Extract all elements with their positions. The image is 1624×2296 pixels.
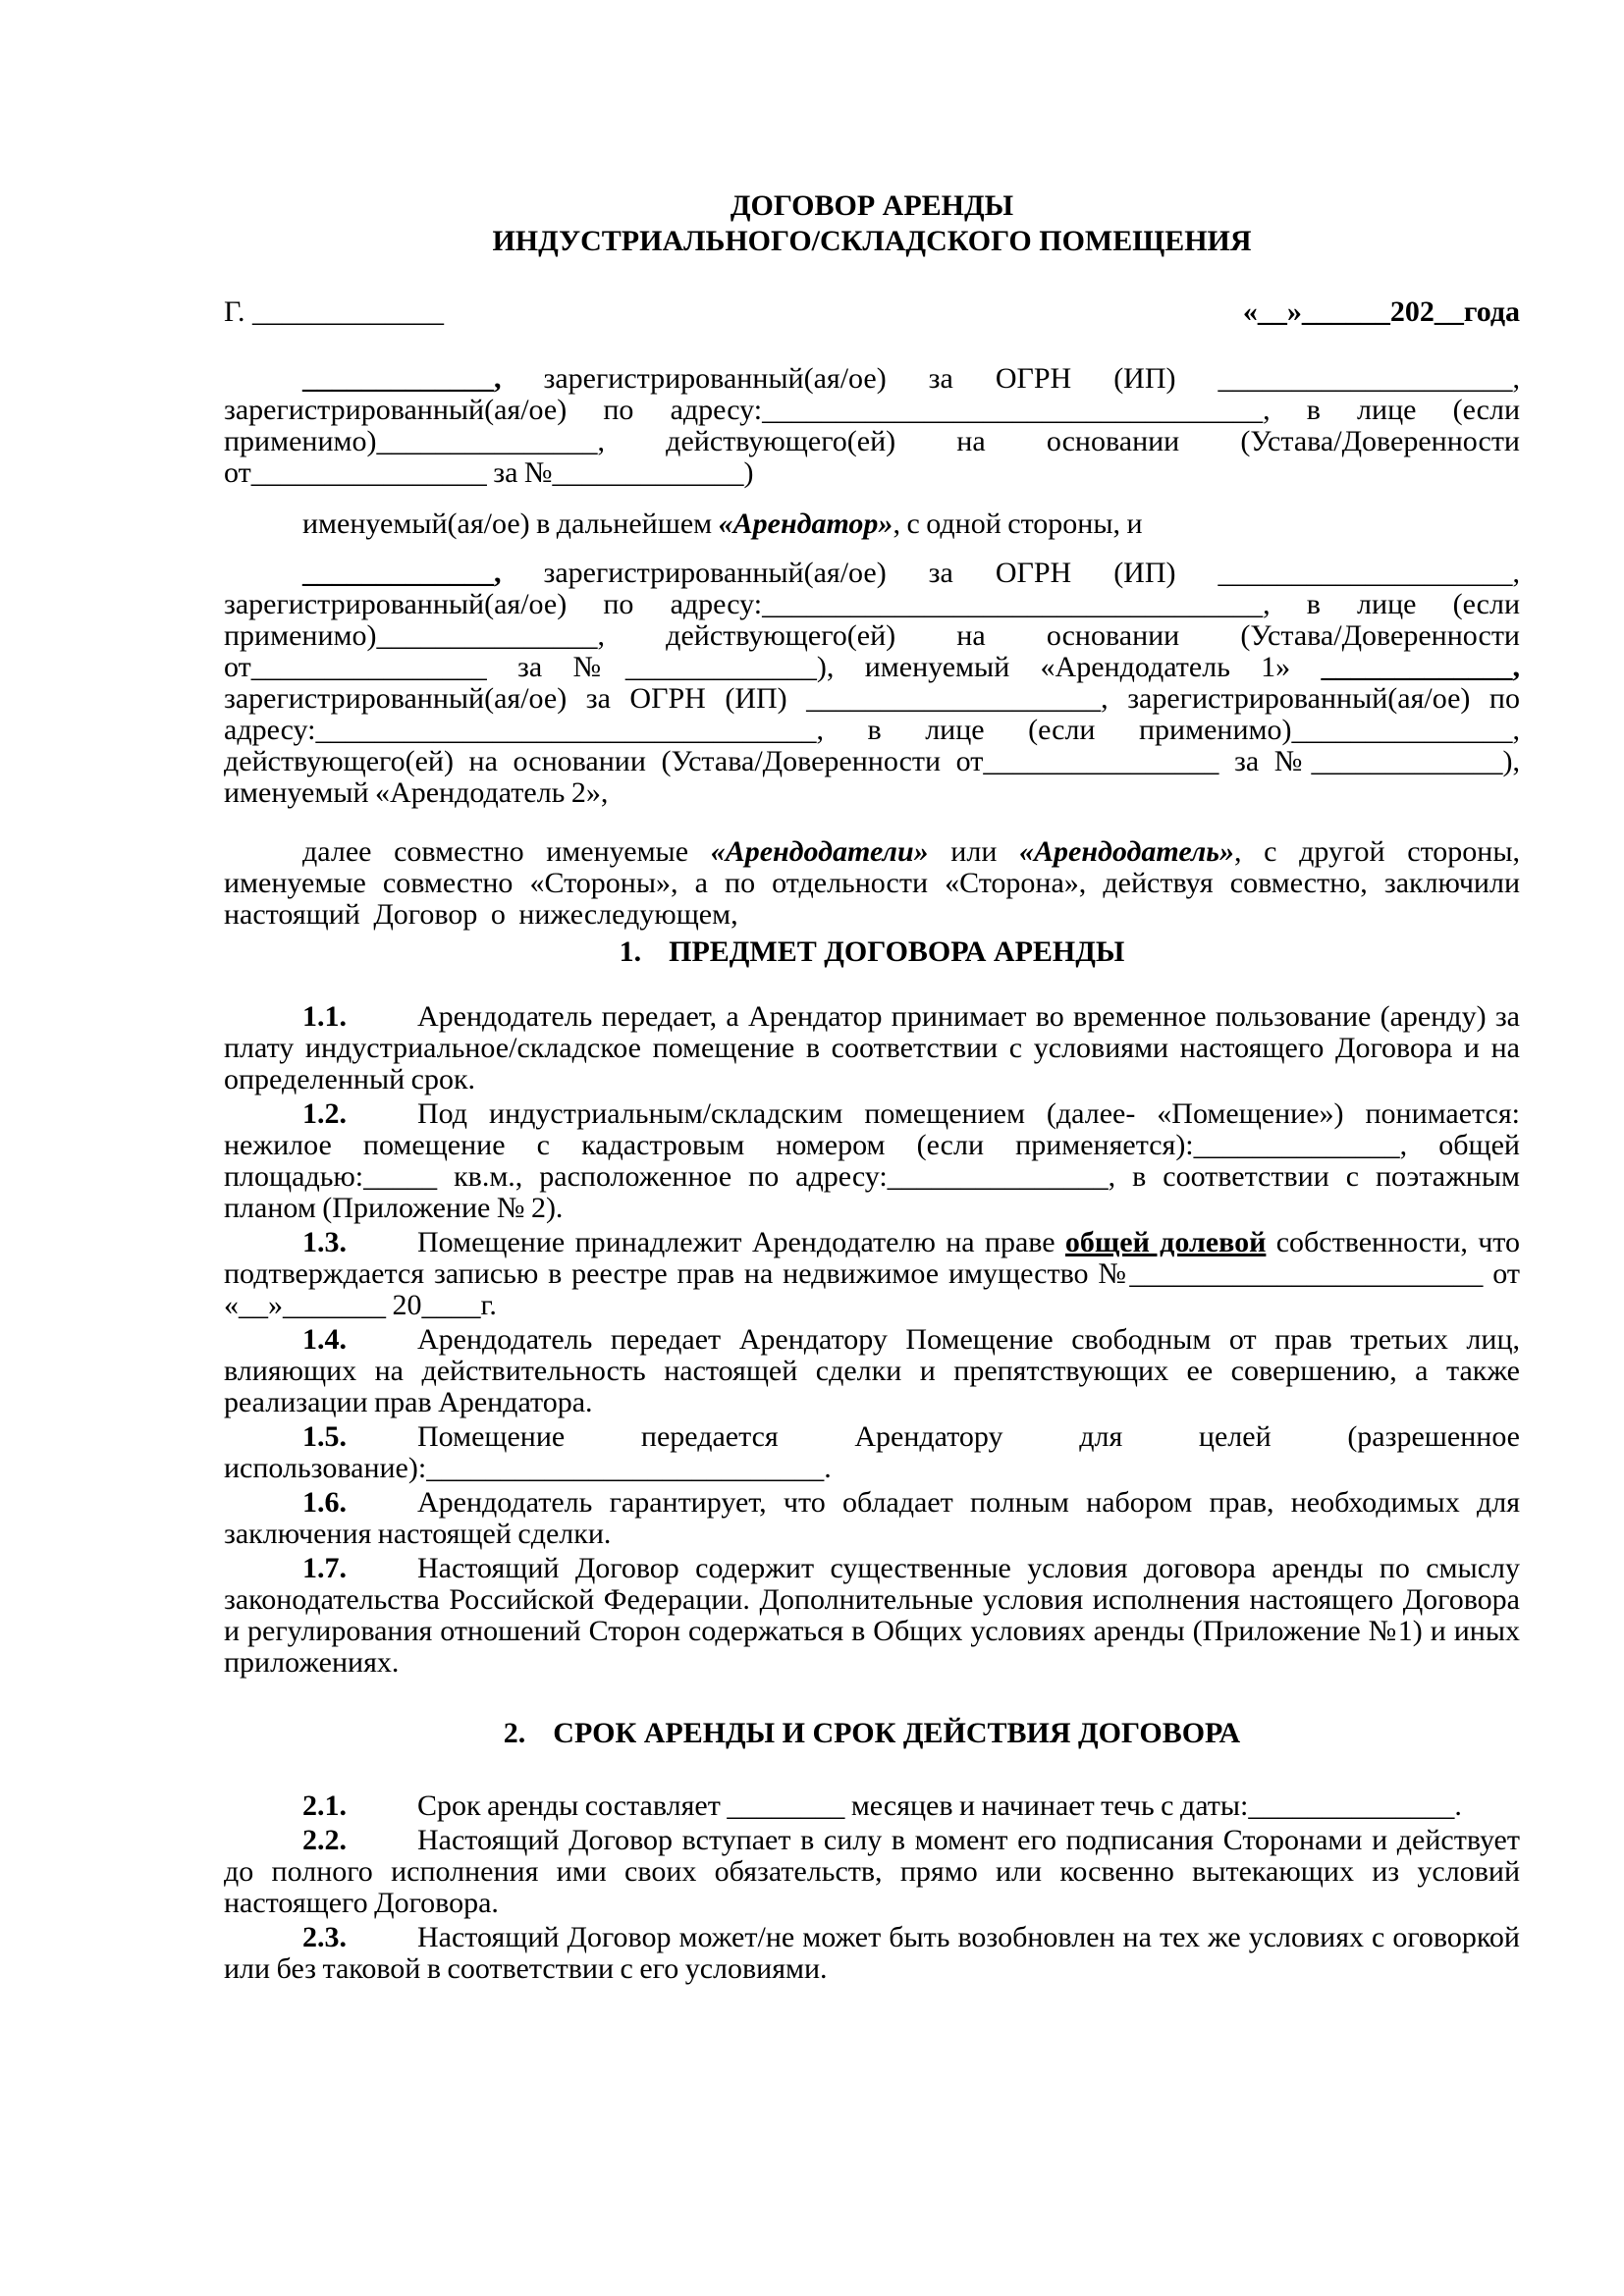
city-label: Г. [224,295,245,328]
clause-1-1-number: 1.1. [302,1000,347,1033]
clause-2-1-text: Срок аренды составляет ________ месяцев и начинает течь с даты:______________. [417,1789,1462,1822]
clause-2-1-number: 2.1. [302,1789,347,1822]
place-date-line [224,296,1520,328]
tenant-details: зарегистрированный(ая/ое) за ОГРН (ИП) ____________________, зарегистрированный(ая/ое) по адресу:__________________________________, в лице (если применимо)_______________, действующего(ей) на основании (Устава/Доверенности от________________ за №_____________) [224,362,1520,489]
section-2-title: СРОК АРЕНДЫ И СРОК ДЕЙСТВИЯ ДОГОВОРА [553,1717,1241,1749]
clause-1-1-text: Арендодатель передает, а Арендатор принимает во временное пользование (аренду) за плату индустриальное/складское помещение в соответствии с условиями настоящего Договора и на определенный срок. [224,1000,1520,1095]
landlord1-details: зарегистрированный(ая/ое) за ОГРН (ИП) ____________________, зарегистрированный(ая/ое) по адресу:__________________________________, в лице (если применимо)_______________, действующего(ей) на основании (Устава/Доверенности от________________ за №_____________), именуемый «Арендодатель 1» [224,557,1520,683]
landlords-paragraph [224,558,1520,809]
clause-1-7-number: 1.7. [302,1552,347,1584]
landlords-term: «Арендодатели» [710,835,929,868]
joint-text-3: , с другой стороны, именуемые совместно «Стороны», а по отдельности «Сторона», действуя совместно, заключили настоящий Договор о нижеследующем, [224,835,1520,931]
clause-1-6 [224,1487,1520,1550]
clause-1-6-number: 1.6. [302,1486,347,1519]
tenant-paragraph [224,363,1520,489]
title-line-1: ДОГОВОР АРЕНДЫ [730,189,1014,222]
clause-2-2-text: Настоящий Договор вступает в силу в момент его подписания Сторонами и действует до полного исполнения ими своих обязательств, прямо или косвенно вытекающих из условий настоящего Договора. [224,1824,1520,1919]
clause-2-3-text: Настоящий Договор может/не может быть возобновлен на тех же условиях с оговоркой или без таковой в соответствии с его условиями. [224,1921,1520,1985]
clause-1-3-text-start: Помещение принадлежит Арендодателю на праве [417,1226,1065,1258]
title-line-2: ИНДУСТРИАЛЬНОГО/СКЛАДСКОГО ПОМЕЩЕНИЯ [492,225,1252,257]
clause-1-3-number: 1.3. [302,1226,347,1258]
clause-1-7-text: Настоящий Договор содержит существенные условия договора аренды по смыслу законодательства Российской Федерации. Дополнительные условия исполнения настоящего Договора и регулирования отношений Сторон содержаться в Общих условиях аренды (Приложение №1) и иных приложениях. [224,1552,1520,1679]
section-2-heading [224,1718,1520,1749]
landlord1-name-blank: _____________, [302,557,502,589]
landlord-term: «Арендодатель» [1019,835,1234,868]
clause-1-3 [224,1227,1520,1321]
city-field [224,296,444,328]
clause-1-5-number: 1.5. [302,1420,347,1453]
clause-1-6-text: Арендодатель гарантирует, что обладает полным набором прав, необходимых для заключения настоящей сделки. [224,1486,1520,1550]
clause-1-4-number: 1.4. [302,1323,347,1356]
ownership-type-emphasis: общей долевой [1064,1226,1267,1258]
joint-text-2: или [928,835,1020,868]
date-field: «__»______202__года [1242,295,1520,328]
clause-1-7 [224,1553,1520,1679]
document-title [224,188,1520,259]
section-1-heading [224,936,1520,968]
clause-1-2-number: 1.2. [302,1097,347,1130]
tenant-naming-before: именуемый(ая/ое) в дальнейшем [302,507,719,540]
landlord2-details: зарегистрированный(ая/ое) за ОГРН (ИП) ____________________, зарегистрированный(ая/ое) по адресу:__________________________________, в лице (если применимо)_______________, действующего(ей) на основании (Устава/Доверенности от________________ за №_____________), именуемый «Арендодатель 2», [224,682,1520,809]
clause-1-3-text-end: собственности, что подтверждается записью в реестре прав на недвижимое имущество №________________________ от «__»_______ 20____г. [224,1226,1521,1321]
city-blank: _____________ [251,295,444,328]
section-1-title: ПРЕДМЕТ ДОГОВОРА АРЕНДЫ [669,935,1125,968]
tenant-naming-line [224,508,1520,540]
clause-1-5 [224,1421,1520,1484]
tenant-term: «Арендатор» [718,507,893,540]
clause-1-2 [224,1098,1520,1224]
clause-2-2-number: 2.2. [302,1824,347,1856]
clause-2-3 [224,1922,1520,1985]
clause-1-5-text: Помещение передается Арендатору для целей (разрешенное использование):___________________________. [224,1420,1520,1484]
clause-2-2 [224,1825,1520,1919]
clause-1-4-text: Арендодатель передает Арендатору Помещение свободным от прав третьих лиц, влияющих на действительность настоящей сделки и препятствующих ее совершению, а также реализации прав Арендатора. [224,1323,1520,1418]
joint-text-1: далее совместно именуемые [302,835,711,868]
clause-1-1 [224,1001,1520,1095]
clause-1-4 [224,1324,1520,1418]
clause-2-3-number: 2.3. [302,1921,347,1953]
landlord2-name-blank: _____________, [1321,651,1520,683]
clause-1-2-text: Под индустриальным/складским помещением (далее- «Помещение») понимается: нежилое помещение с кадастровым номером (если применяется):______________, общей площадью:_____ кв.м., расположенное по адресу:_______________, в соответствии с поэтажным планом (Приложение № 2). [224,1097,1520,1224]
tenant-name-blank: _____________, [302,362,502,395]
tenant-naming-after: , с одной стороны, и [893,507,1143,540]
section-1-number: 1. [619,935,642,968]
section-2-number: 2. [503,1717,526,1749]
joint-naming-paragraph [224,836,1520,931]
clause-2-1 [224,1790,1520,1822]
